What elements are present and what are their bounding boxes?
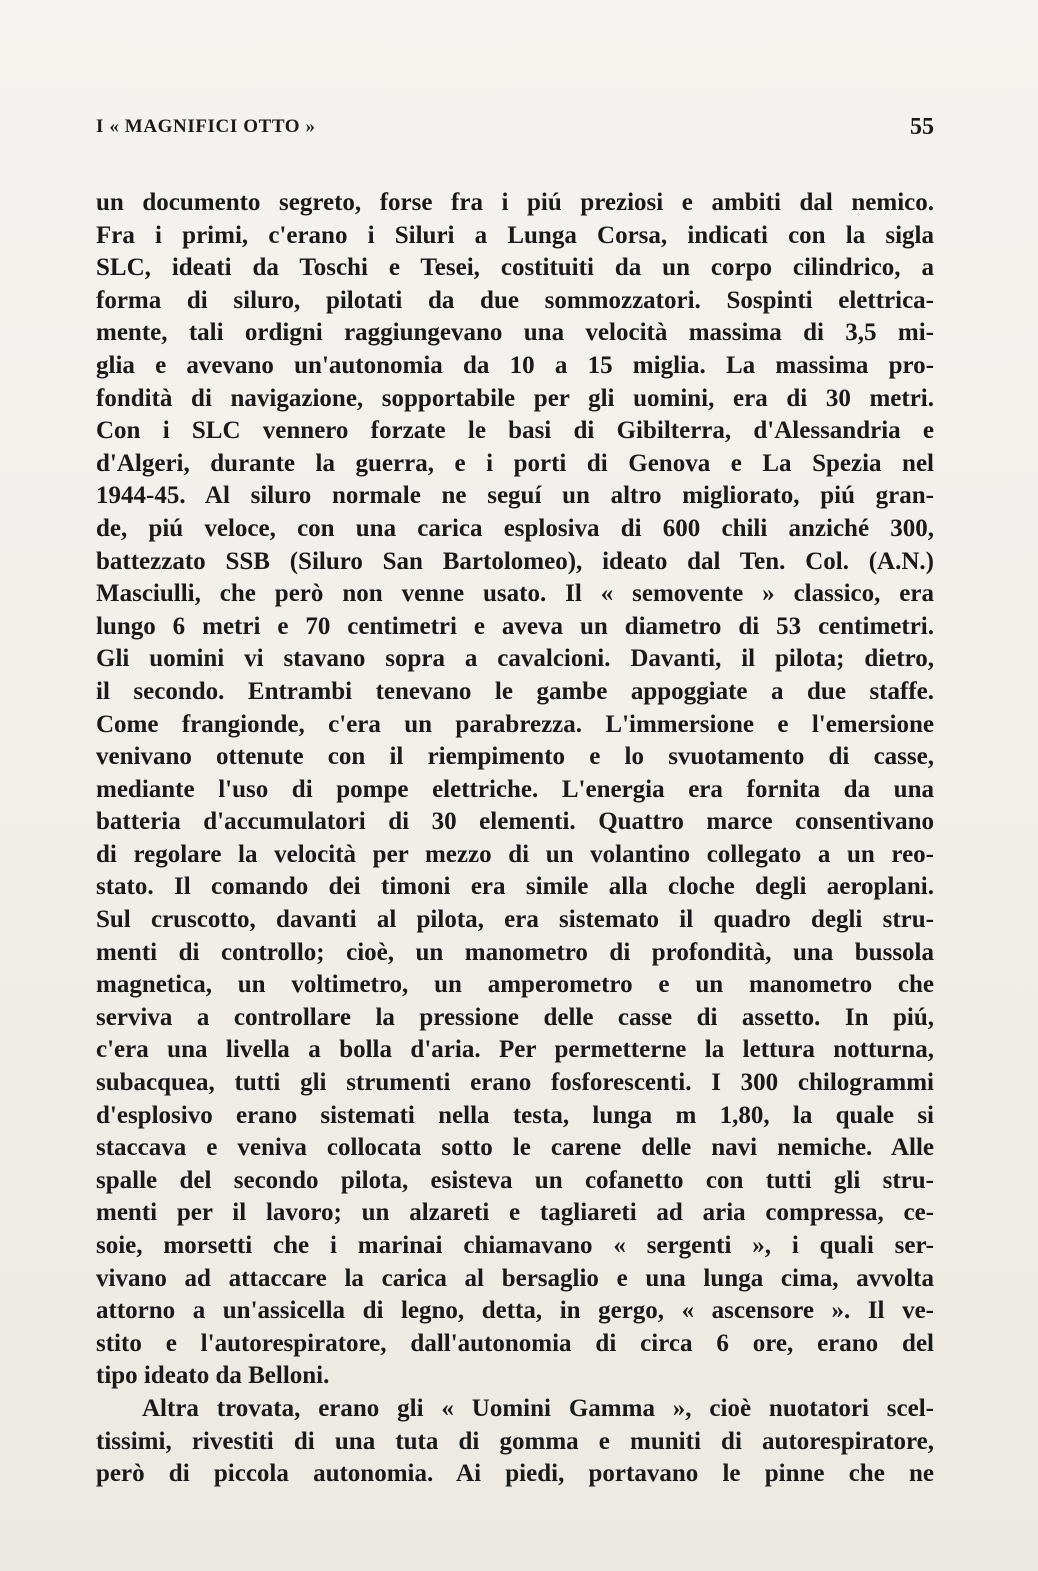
text-line: lungo 6 metri e 70 centimetri e aveva un diametro di 53 centimetri. bbox=[96, 612, 934, 640]
text-line: tissimi, rivestiti di una tuta di gomma e muniti di autorespiratore, bbox=[96, 1427, 934, 1455]
text-line: attorno a un'assicella di legno, detta, in gergo, « ascensore ». Il ve- bbox=[96, 1297, 934, 1325]
paragraph bbox=[96, 187, 934, 1393]
text-line: stato. Il comando dei timoni era simile alla cloche degli aeroplani. bbox=[96, 873, 934, 901]
text-line: di regolare la velocità per mezzo di un volantino collegato a un reo- bbox=[96, 840, 934, 868]
text-line: tipo ideato da Belloni. bbox=[96, 1362, 330, 1390]
page-number: 55 bbox=[910, 114, 934, 140]
paragraph bbox=[96, 1393, 934, 1491]
text-line: Con i SLC vennero forzate le basi di Gibilterra, d'Alessandria e bbox=[96, 417, 934, 445]
text-line: staccava e veniva collocata sotto le carene delle navi nemiche. Alle bbox=[96, 1134, 934, 1162]
text-line: il secondo. Entrambi tenevano le gambe appoggiate a due staffe. bbox=[96, 677, 934, 705]
running-title: I « MAGNIFICI OTTO » bbox=[96, 116, 316, 137]
text-line: d'Algeri, durante la guerra, e i porti di Genova e La Spezia nel bbox=[96, 449, 934, 477]
text-line: però di piccola autonomia. Ai piedi, portavano le pinne che ne bbox=[96, 1460, 934, 1488]
text-line: fondità di navigazione, sopportabile per gli uomini, era di 30 metri. bbox=[96, 384, 934, 412]
text-line: Come frangionde, c'era un parabrezza. L'immersione e l'emersione bbox=[96, 710, 934, 738]
text-line: menti di controllo; cioè, un manometro di profondità, una bussola bbox=[96, 938, 934, 966]
text-line: c'era una livella a bolla d'aria. Per permetterne la lettura notturna, bbox=[96, 1036, 934, 1064]
text-line: venivano ottenute con il riempimento e lo svuotamento di casse, bbox=[96, 743, 934, 771]
text-line: mediante l'uso di pompe elettriche. L'energia era fornita da una bbox=[96, 775, 934, 803]
text-line: subacquea, tutti gli strumenti erano fosforescenti. I 300 chilogrammi bbox=[96, 1069, 934, 1097]
text-line: 1944-45. Al siluro normale ne seguí un altro migliorato, piú gran- bbox=[96, 482, 934, 510]
text-line: battezzato SSB (Siluro San Bartolomeo), ideato dal Ten. Col. (A.N.) bbox=[96, 547, 934, 575]
running-head bbox=[96, 114, 934, 144]
text-line: SLC, ideati da Toschi e Tesei, costituiti da un corpo cilindrico, a bbox=[96, 254, 934, 282]
text-line: de, piú veloce, con una carica esplosiva di 600 chili anziché 300, bbox=[96, 514, 934, 542]
text-line: d'esplosivo erano sistemati nella testa, lunga m 1,80, la quale si bbox=[96, 1101, 934, 1129]
text-line: glia e avevano un'autonomia da 10 a 15 miglia. La massima pro- bbox=[96, 351, 934, 379]
text-line: vivano ad attaccare la carica al bersaglio e una lunga cima, avvolta bbox=[96, 1264, 934, 1292]
text-line: Masciulli, che però non venne usato. Il « semovente » classico, era bbox=[96, 580, 934, 608]
text-line: spalle del secondo pilota, esisteva un cofanetto con tutti gli stru- bbox=[96, 1166, 934, 1194]
text-line: soie, morsetti che i marinai chiamavano « sergenti », i quali ser- bbox=[96, 1232, 934, 1259]
text-line: Gli uomini vi stavano sopra a cavalcioni. Davanti, il pilota; dietro, bbox=[96, 645, 934, 673]
text-line: serviva a controllare la pressione delle casse di assetto. In piú, bbox=[96, 1003, 934, 1031]
text-line: forma di siluro, pilotati da due sommozzatori. Sospinti elettrica- bbox=[96, 286, 934, 314]
text-line: stito e l'autorespiratore, dall'autonomia di circa 6 ore, erano del bbox=[96, 1329, 934, 1357]
body-text bbox=[96, 187, 934, 1491]
text-line: magnetica, un voltimetro, un amperometro e un manometro che bbox=[96, 971, 934, 999]
text-line: Fra i primi, c'erano i Siluri a Lunga Corsa, indicati con la sigla bbox=[96, 221, 934, 249]
text-line: Sul cruscotto, davanti al pilota, era sistemato il quadro degli stru- bbox=[96, 906, 934, 934]
text-line: menti per il lavoro; un alzareti e tagliareti ad aria compressa, ce- bbox=[96, 1199, 934, 1227]
text-line: mente, tali ordigni raggiungevano una velocità massima di 3,5 mi- bbox=[96, 319, 934, 347]
text-line: batteria d'accumulatori di 30 elementi. Quattro marce consentivano bbox=[96, 808, 934, 836]
text-line: un documento segreto, forse fra i piú preziosi e ambiti dal nemico. bbox=[96, 189, 934, 216]
text-line: Altra trovata, erano gli « Uomini Gamma », cioè nuotatori scel- bbox=[142, 1394, 934, 1422]
